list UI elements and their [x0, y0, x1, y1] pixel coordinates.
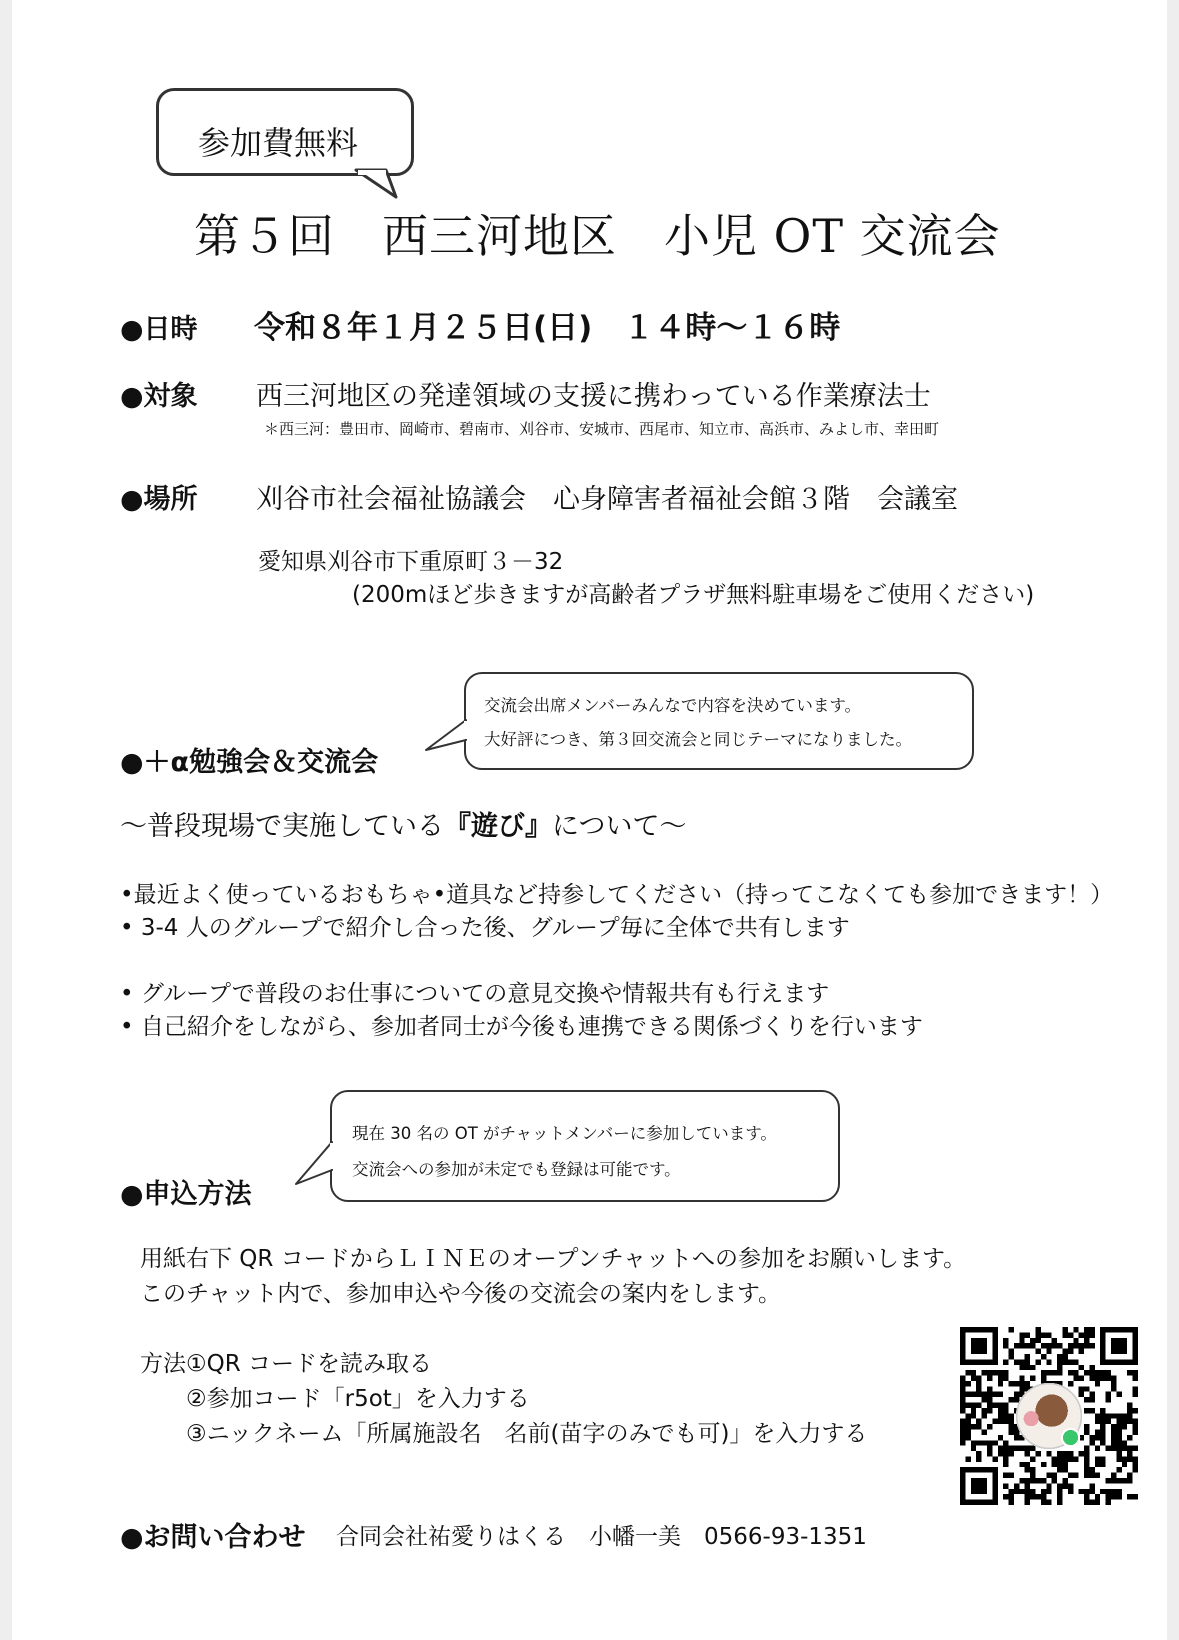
- fee-bubble-tail: [352, 170, 402, 200]
- study-theme-pre: ～普段現場で実施している: [120, 811, 444, 842]
- apply-line1: 用紙右下 QR コードからＬＩＮＥのオープンチャットへの参加をお願いします。: [140, 1246, 967, 1272]
- study-theme-play: 『遊び』: [444, 811, 552, 842]
- apply-bubble-line1: 現在 30 名の OT がチャットメンバーに参加しています。: [352, 1124, 777, 1143]
- study-bullet-3: • グループで普段のお仕事についての意見交換や情報共有も行えます: [120, 981, 830, 1007]
- apply-step1: 方法①QR コードを読み取る: [140, 1351, 433, 1377]
- datetime-value: 令和８年１月２５日(日) １４時～１６時: [254, 310, 841, 346]
- study-bullet-2: • 3-4 人のグループで紹介し合った後、グループ毎に全体で共有します: [120, 915, 850, 941]
- event-title: 第５回 西三河地区 小児 OT 交流会: [194, 209, 1001, 263]
- study-bubble-line2: 大好評につき、第３回交流会と同じテーマになりました。: [484, 730, 913, 749]
- study-bullet-1: •最近よく使っているおもちゃ•道具など持参してください（持ってこなくても参加できます！）: [120, 882, 1114, 908]
- apply-bubble-line2: 交流会への参加が未定でも登録は可能です。: [352, 1160, 681, 1179]
- study-theme: [120, 804, 686, 843]
- place-parking: (200mほど歩きますが高齢者プラザ無料駐車場をご使用ください): [352, 582, 1035, 608]
- apply-line2: このチャット内で、参加申込や今後の交流会の案内をします。: [140, 1281, 782, 1307]
- study-bubble-tail: [424, 718, 468, 758]
- apply-step3: ③ニックネーム「所属施設名 名前(苗字のみでも可)」を入力する: [186, 1421, 868, 1447]
- fee-badge-text: 参加費無料: [198, 124, 359, 162]
- study-label: ●＋α勉強会＆交流会: [120, 747, 379, 778]
- place-address: 愛知県刈谷市下重原町３－32: [258, 549, 564, 575]
- study-bubble: [464, 672, 974, 770]
- place-label: ●場所: [120, 484, 198, 515]
- target-value: 西三河地区の発達領域の支援に携わっている作業療法士: [256, 381, 931, 412]
- datetime-label: ●日時: [120, 314, 198, 345]
- target-note: ＊西三河：豊田市、岡崎市、碧南市、刈谷市、安城市、西尾市、知立市、高浜市、みよし市、幸田町: [264, 420, 940, 438]
- study-bubble-line1: 交流会出席メンバーみんなで内容を決めています。: [484, 696, 862, 715]
- study-theme-post: について～: [552, 811, 687, 842]
- place-value: 刈谷市社会福祉協議会 心身障害者福祉会館３階 会議室: [256, 484, 958, 515]
- line-qr-code[interactable]: [960, 1327, 1138, 1505]
- target-label: ●対象: [120, 381, 198, 412]
- flyer-page: [12, 0, 1167, 1640]
- contact-value: 合同会社祐愛りはくる 小幡一美 0566-93-1351: [336, 1524, 867, 1550]
- apply-label: ●申込方法: [120, 1179, 252, 1210]
- apply-step2: ②参加コード「r5ot」を入力する: [186, 1386, 530, 1412]
- apply-bubble: [330, 1090, 840, 1202]
- apply-bubble-tail: [294, 1140, 334, 1190]
- contact-label: ●お問い合わせ: [120, 1522, 306, 1553]
- study-bullet-4: • 自己紹介をしながら、参加者同士が今後も連携できる関係づくりを行います: [120, 1014, 923, 1040]
